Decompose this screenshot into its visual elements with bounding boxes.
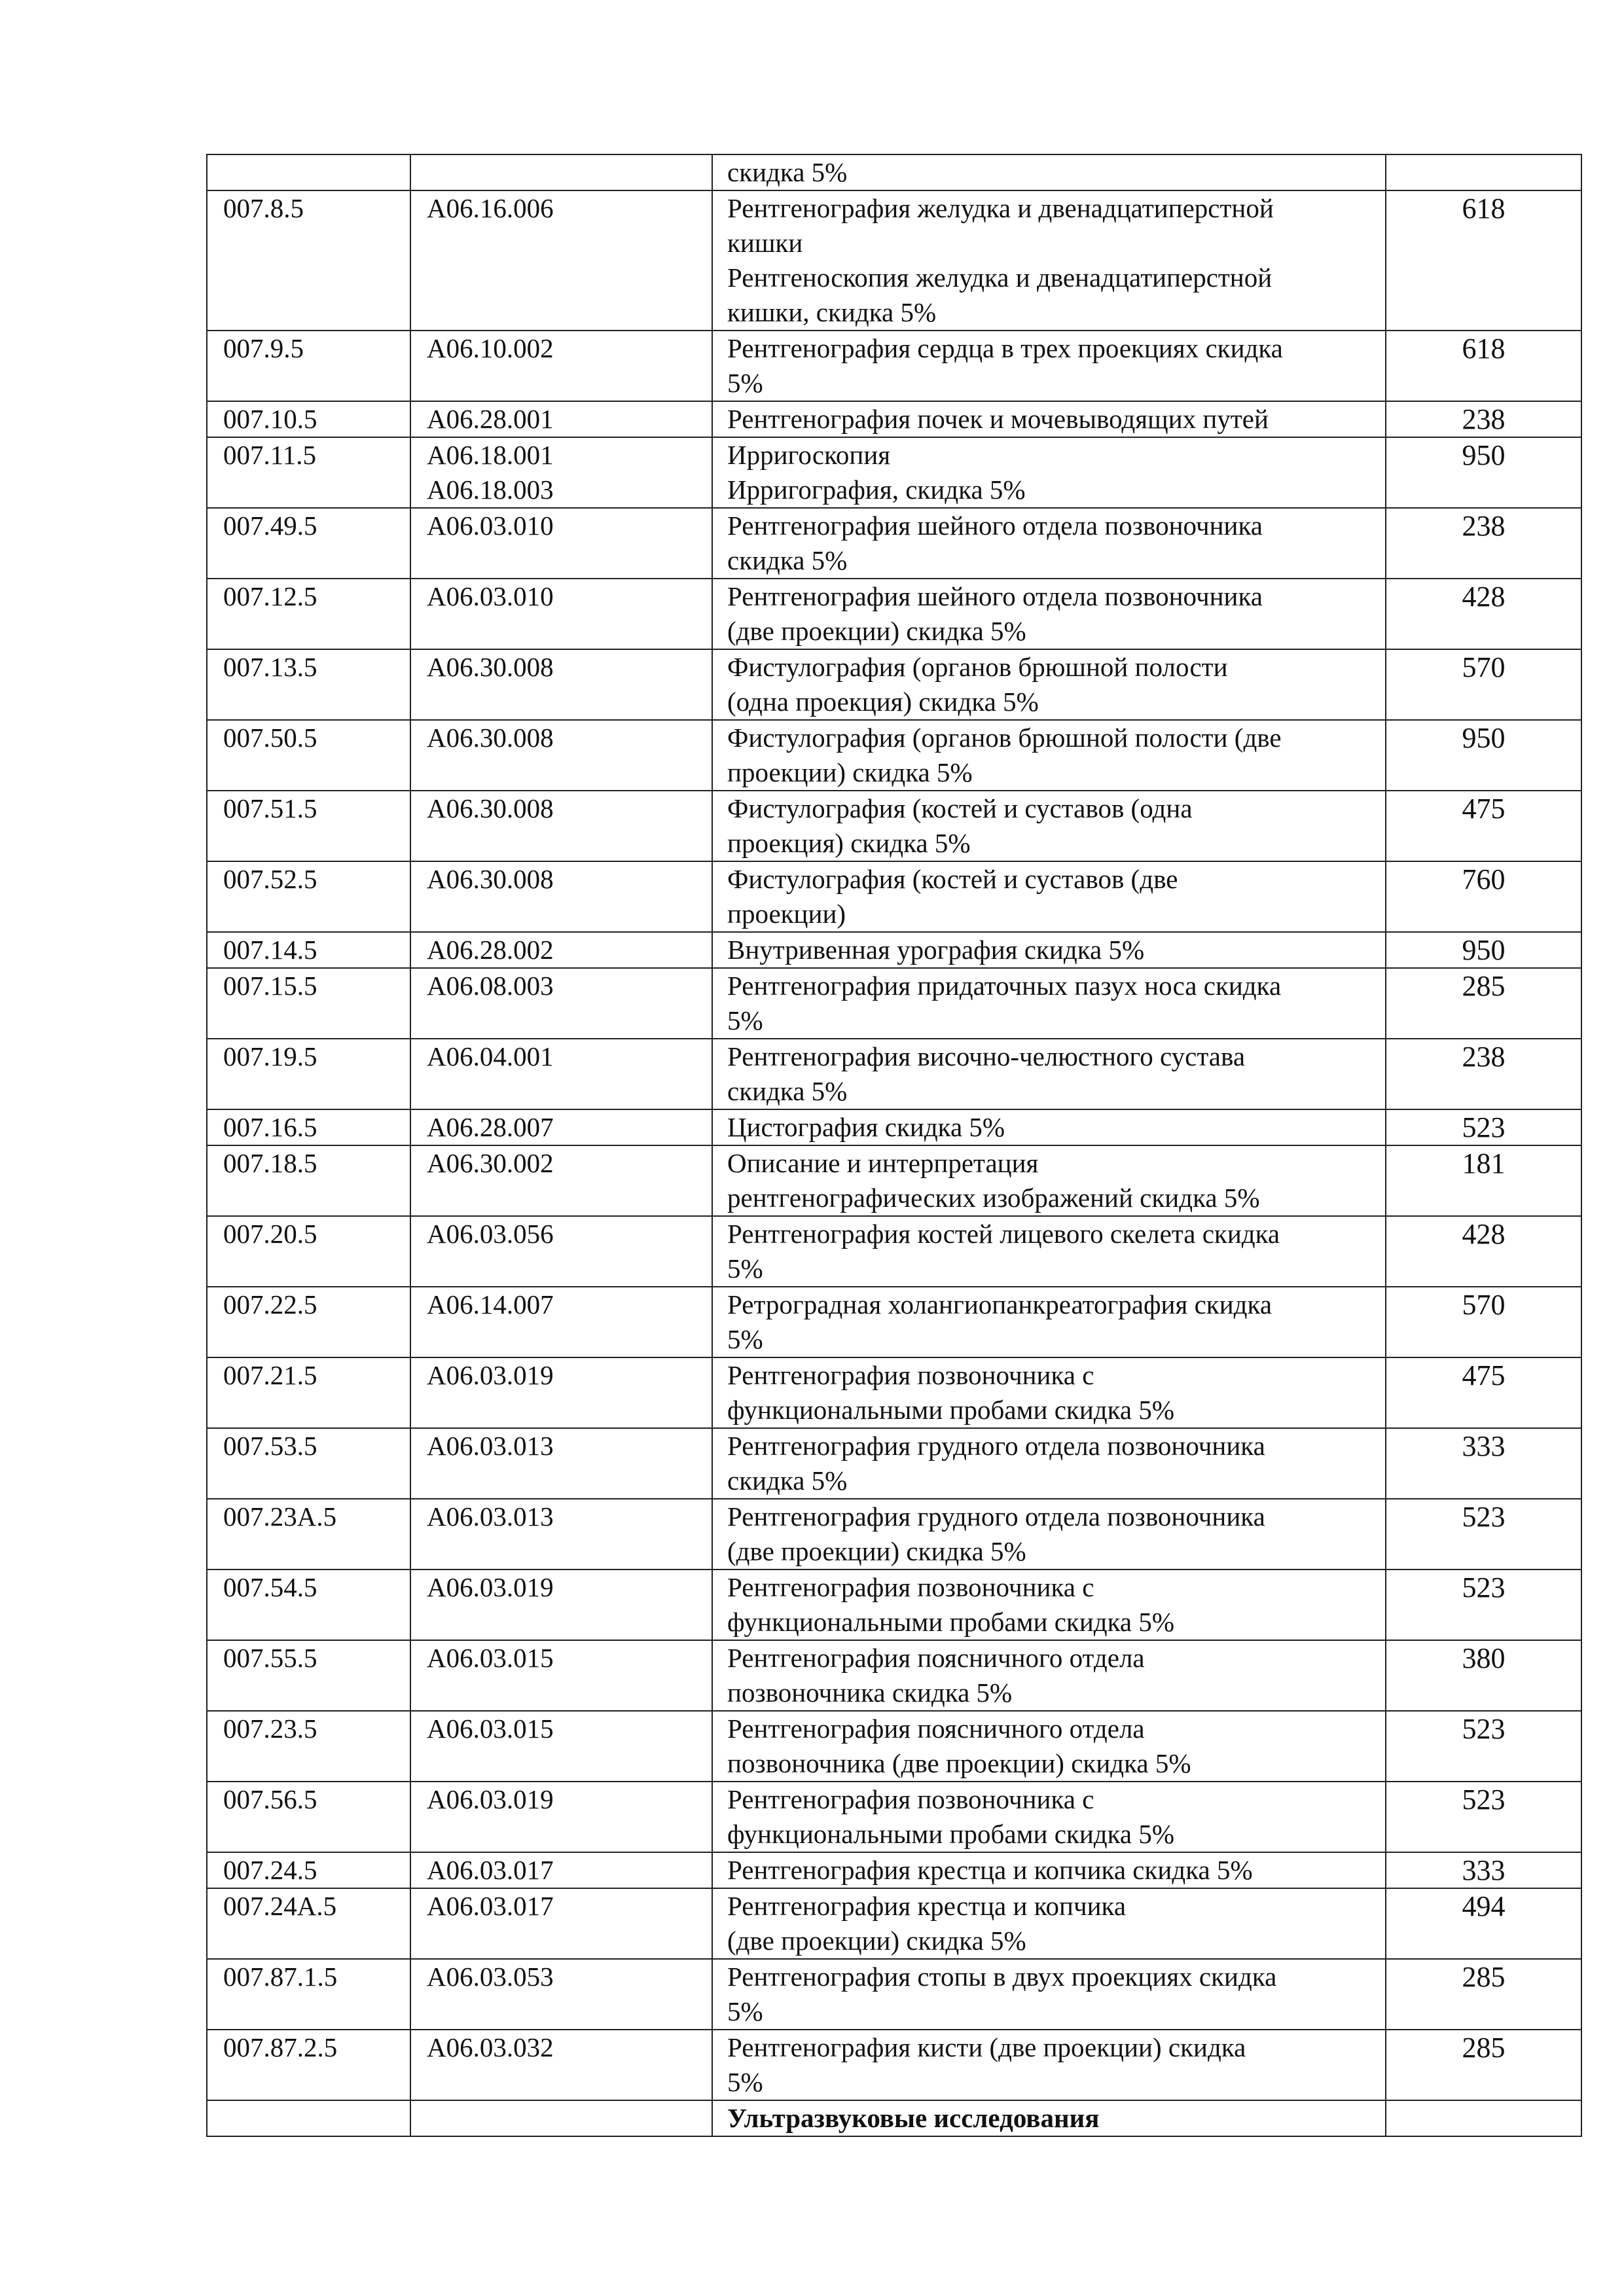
- cell-service-name: Рентгенография грудного отдела позвоночника (две проекции) скидка 5%: [712, 1499, 1386, 1570]
- cell-service-code: A06.30.008: [410, 649, 712, 720]
- cell-service-code: A06.14.007: [410, 1287, 712, 1357]
- cell-code: 007.21.5: [207, 1357, 410, 1428]
- cell-service-name: Цистография скидка 5%: [712, 1109, 1386, 1145]
- cell-service-name: Рентгенография поясничного отдела позвоночника скидка 5%: [712, 1640, 1386, 1711]
- section-header-row: [207, 2100, 1581, 2136]
- table-row: [207, 190, 1581, 331]
- cell-service-code: A06.03.019: [410, 1570, 712, 1640]
- table-row: [207, 791, 1581, 861]
- cell-service-code: A06.28.007: [410, 1109, 712, 1145]
- cell-service-name: Рентгенография желудка и двенадцатиперстной кишки Рентгеноскопия желудка и двенадцатиперстной кишки, скидка 5%: [712, 190, 1386, 331]
- table-row: [207, 1357, 1581, 1428]
- cell-service-name: Рентгенография крестца и копчика (две проекции) скидка 5%: [712, 1888, 1386, 1959]
- cell-code: 007.23A.5: [207, 1499, 410, 1570]
- cell-code: [207, 2100, 410, 2136]
- cell-service-code: A06.03.013: [410, 1428, 712, 1499]
- cell-code: 007.14.5: [207, 932, 410, 968]
- cell-service-code: A06.03.056: [410, 1216, 712, 1287]
- cell-price: 570: [1386, 649, 1581, 720]
- cell-price: 181: [1386, 1145, 1581, 1216]
- cell-price: 570: [1386, 1287, 1581, 1357]
- cell-service-name: Ирригоскопия Ирригография, скидка 5%: [712, 437, 1386, 508]
- cell-code: 007.87.2.5: [207, 2030, 410, 2100]
- cell-price: 950: [1386, 932, 1581, 968]
- cell-code: 007.54.5: [207, 1570, 410, 1640]
- cell-code: 007.50.5: [207, 720, 410, 791]
- cell-price: 475: [1386, 1357, 1581, 1428]
- cell-service-name: Рентгенография позвоночника с функциональными пробами скидка 5%: [712, 1357, 1386, 1428]
- table-row: [207, 1109, 1581, 1145]
- cell-code: 007.51.5: [207, 791, 410, 861]
- cell-service-name: Рентгенография шейного отдела позвоночника скидка 5%: [712, 508, 1386, 579]
- cell-code: 007.87.1.5: [207, 1959, 410, 2030]
- cell-service-code: A06.30.008: [410, 791, 712, 861]
- table-row: [207, 2030, 1581, 2100]
- cell-service-code: A06.03.015: [410, 1711, 712, 1782]
- table-row: [207, 508, 1581, 579]
- cell-price: 238: [1386, 401, 1581, 437]
- cell-service-code: A06.03.019: [410, 1357, 712, 1428]
- cell-code: 007.8.5: [207, 190, 410, 331]
- table-row: [207, 1711, 1581, 1782]
- cell-service-code: A06.03.010: [410, 579, 712, 649]
- cell-service-name: Рентгенография костей лицевого скелета скидка 5%: [712, 1216, 1386, 1287]
- cell-service-code: A06.03.015: [410, 1640, 712, 1711]
- cell-service-name: Описание и интерпретация рентгенографических изображений скидка 5%: [712, 1145, 1386, 1216]
- cell-service-name: Рентгенография придаточных пазух носа скидка 5%: [712, 968, 1386, 1039]
- cell-price: 618: [1386, 190, 1581, 331]
- cell-price: 760: [1386, 861, 1581, 932]
- cell-service-code: A06.16.006: [410, 190, 712, 331]
- cell-price: 950: [1386, 720, 1581, 791]
- price-table-body: [207, 154, 1581, 2136]
- table-row: [207, 154, 1581, 190]
- table-row: [207, 649, 1581, 720]
- cell-code: 007.20.5: [207, 1216, 410, 1287]
- cell-price: [1386, 154, 1581, 190]
- table-row: [207, 1287, 1581, 1357]
- document-page: [206, 154, 1530, 2137]
- cell-service-name: Рентгенография поясничного отдела позвоночника (две проекции) скидка 5%: [712, 1711, 1386, 1782]
- table-row: [207, 1428, 1581, 1499]
- cell-code: 007.23.5: [207, 1711, 410, 1782]
- cell-service-name: Рентгенография грудного отдела позвоночника скидка 5%: [712, 1428, 1386, 1499]
- cell-service-name: Рентгенография позвоночника с функциональными пробами скидка 5%: [712, 1782, 1386, 1852]
- cell-code: 007.15.5: [207, 968, 410, 1039]
- table-row: [207, 1216, 1581, 1287]
- cell-code: 007.56.5: [207, 1782, 410, 1852]
- cell-code: 007.18.5: [207, 1145, 410, 1216]
- table-row: [207, 331, 1581, 401]
- cell-service-code: A06.03.013: [410, 1499, 712, 1570]
- cell-service-name: Рентгенография шейного отдела позвоночника (две проекции) скидка 5%: [712, 579, 1386, 649]
- cell-price: 333: [1386, 1852, 1581, 1888]
- cell-service-code: A06.28.001: [410, 401, 712, 437]
- cell-service-name: Фистулография (органов брюшной полости (одна проекция) скидка 5%: [712, 649, 1386, 720]
- cell-service-name: скидка 5%: [712, 154, 1386, 190]
- table-row: [207, 1782, 1581, 1852]
- cell-service-code: A06.03.010: [410, 508, 712, 579]
- cell-service-code: A06.03.053: [410, 1959, 712, 2030]
- cell-code: [207, 154, 410, 190]
- cell-price: 523: [1386, 1499, 1581, 1570]
- table-row: [207, 1959, 1581, 2030]
- cell-service-name: Внутривенная урография скидка 5%: [712, 932, 1386, 968]
- cell-service-code: [410, 2100, 712, 2136]
- cell-service-name: Ультразвуковые исследования: [712, 2100, 1386, 2136]
- cell-price: 950: [1386, 437, 1581, 508]
- table-row: [207, 1888, 1581, 1959]
- cell-code: 007.55.5: [207, 1640, 410, 1711]
- table-row: [207, 579, 1581, 649]
- table-row: [207, 1570, 1581, 1640]
- cell-service-code: A06.28.002: [410, 932, 712, 968]
- cell-price: 618: [1386, 331, 1581, 401]
- cell-code: 007.52.5: [207, 861, 410, 932]
- cell-code: 007.53.5: [207, 1428, 410, 1499]
- table-row: [207, 1499, 1581, 1570]
- table-row: [207, 437, 1581, 508]
- cell-price: [1386, 2100, 1581, 2136]
- cell-service-code: A06.03.032: [410, 2030, 712, 2100]
- cell-code: 007.10.5: [207, 401, 410, 437]
- table-row: [207, 968, 1581, 1039]
- cell-service-code: A06.03.017: [410, 1888, 712, 1959]
- cell-service-name: Рентгенография височно-челюстного сустава скидка 5%: [712, 1039, 1386, 1109]
- cell-price: 523: [1386, 1570, 1581, 1640]
- cell-service-code: A06.04.001: [410, 1039, 712, 1109]
- table-row: [207, 720, 1581, 791]
- cell-price: 380: [1386, 1640, 1581, 1711]
- cell-service-name: Рентгенография крестца и копчика скидка 5%: [712, 1852, 1386, 1888]
- table-row: [207, 861, 1581, 932]
- table-row: [207, 1852, 1581, 1888]
- table-row: [207, 1640, 1581, 1711]
- cell-service-code: A06.30.008: [410, 720, 712, 791]
- cell-price: 428: [1386, 579, 1581, 649]
- cell-code: 007.11.5: [207, 437, 410, 508]
- cell-price: 238: [1386, 1039, 1581, 1109]
- cell-price: 494: [1386, 1888, 1581, 1959]
- cell-price: 523: [1386, 1109, 1581, 1145]
- cell-code: 007.49.5: [207, 508, 410, 579]
- price-table: [206, 154, 1582, 2137]
- cell-code: 007.22.5: [207, 1287, 410, 1357]
- cell-service-code: A06.03.019: [410, 1782, 712, 1852]
- cell-service-name: Рентгенография кисти (две проекции) скидка 5%: [712, 2030, 1386, 2100]
- cell-service-name: Рентгенография сердца в трех проекциях скидка 5%: [712, 331, 1386, 401]
- cell-code: 007.12.5: [207, 579, 410, 649]
- cell-service-name: Фистулография (органов брюшной полости (две проекции) скидка 5%: [712, 720, 1386, 791]
- cell-service-name: Рентгенография стопы в двух проекциях скидка 5%: [712, 1959, 1386, 2030]
- cell-service-code: A06.30.002: [410, 1145, 712, 1216]
- cell-price: 238: [1386, 508, 1581, 579]
- cell-price: 285: [1386, 2030, 1581, 2100]
- cell-service-code: [410, 154, 712, 190]
- cell-code: 007.24A.5: [207, 1888, 410, 1959]
- cell-price: 523: [1386, 1711, 1581, 1782]
- table-row: [207, 401, 1581, 437]
- cell-service-name: Рентгенография почек и мочевыводящих путей: [712, 401, 1386, 437]
- cell-price: 333: [1386, 1428, 1581, 1499]
- cell-code: 007.16.5: [207, 1109, 410, 1145]
- cell-service-name: Ретроградная холангиопанкреатография скидка 5%: [712, 1287, 1386, 1357]
- cell-service-code: A06.03.017: [410, 1852, 712, 1888]
- cell-price: 285: [1386, 968, 1581, 1039]
- cell-service-name: Рентгенография позвоночника с функциональными пробами скидка 5%: [712, 1570, 1386, 1640]
- cell-price: 428: [1386, 1216, 1581, 1287]
- cell-price: 475: [1386, 791, 1581, 861]
- cell-service-name: Фистулография (костей и суставов (две проекции): [712, 861, 1386, 932]
- table-row: [207, 1145, 1581, 1216]
- cell-service-name: Фистулография (костей и суставов (одна проекция) скидка 5%: [712, 791, 1386, 861]
- cell-service-code: A06.18.001 A06.18.003: [410, 437, 712, 508]
- table-row: [207, 932, 1581, 968]
- cell-code: 007.9.5: [207, 331, 410, 401]
- cell-price: 285: [1386, 1959, 1581, 2030]
- cell-code: 007.13.5: [207, 649, 410, 720]
- cell-price: 523: [1386, 1782, 1581, 1852]
- cell-code: 007.19.5: [207, 1039, 410, 1109]
- table-row: [207, 1039, 1581, 1109]
- cell-service-code: A06.30.008: [410, 861, 712, 932]
- cell-code: 007.24.5: [207, 1852, 410, 1888]
- cell-service-code: A06.10.002: [410, 331, 712, 401]
- cell-service-code: A06.08.003: [410, 968, 712, 1039]
